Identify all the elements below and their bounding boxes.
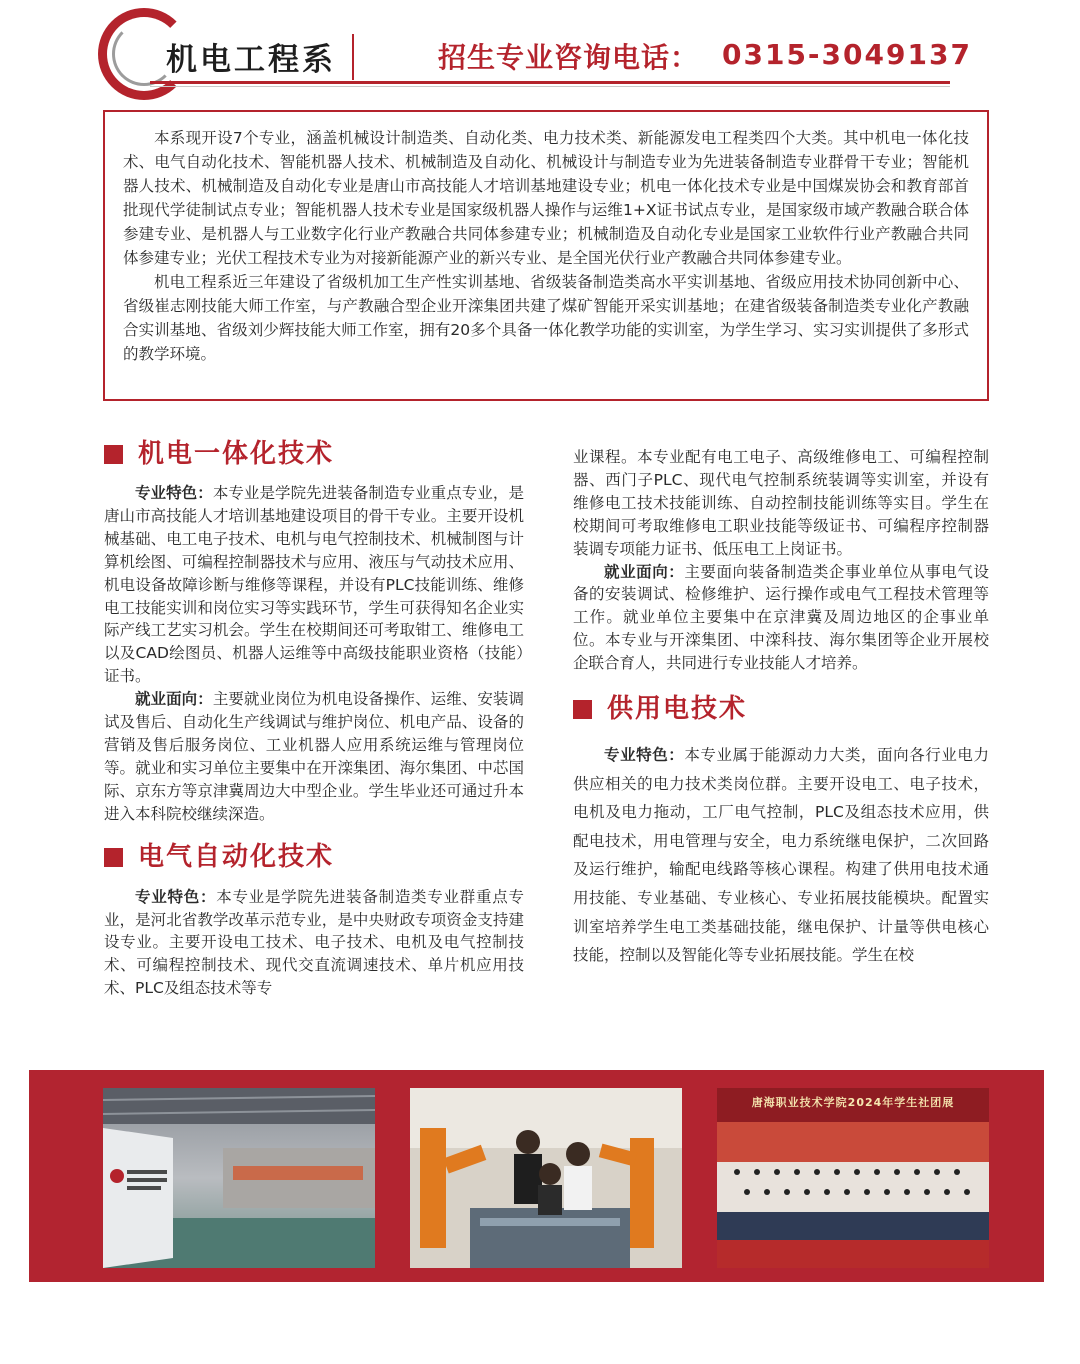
header-rule: [150, 81, 950, 84]
employment-text: 主要面向装备制造类企事业单位从事电气设备的安装调试、检修维护、运行操作或电气工程技术管理等工作。就业单位主要集中在京津冀及周边地区的企事业单位。本专业与开滦集团、中滦科技、海尔集团等企业开展校企联合育人，共同进行专业技能人才培养。: [573, 562, 989, 673]
right-column: [573, 446, 989, 970]
feature-label: 专业特色：: [135, 887, 217, 906]
section-title: 机电一体化技术: [138, 438, 335, 469]
feature-paragraph: [104, 482, 524, 688]
section-title: 电气自动化技术: [138, 842, 335, 873]
intro-paragraph: 本系现开设7个专业，涵盖机械设计制造类、自动化类、电力技术类、新能源发电工程类四个大类。其中机电一体化技术、电气自动化技术、智能机器人技术、机械制造及自动化、机械设计与制造专业为先进装备制造专业群骨干专业；智能机器人技术、机械制造及自动化专业是唐山市高技能人才培训基地建设专业；机电一体化技术专业是中国煤炭协会和教育部首批现代学徒制试点专业；智能机器人技术专业是国家级机器人操作与运维1+X证书试点专业，是国家级市域产教融合联合体参建专业、是机器人与工业数字化行业产教融合共同体参建专业；机械制造及自动化专业是国家工业软件行业产教融合共同体参建专业；光伏工程技术专业为对接新能源产业的新兴专业、是全国光伏行业产教融合共同体参建专业。: [123, 129, 969, 267]
phone-number: 0315-3049137: [722, 38, 972, 71]
intro-paragraph: 机电工程系近三年建设了省级机加工生产性实训基地、省级装备制造类高水平实训基地、省级应用技术协同创新中心、省级崔志刚技能大师工作室，与产教融合型企业开滦集团共建了煤矿智能开采实训基地；在建省级装备制造类专业化产教融合实训基地、省级刘少辉技能大师工作室，拥有20多个具备一体化教学功能的实训室，为学生学习、实习实训提供了多形式的教学环境。: [123, 273, 969, 363]
section-heading-power-supply: [573, 691, 989, 727]
section-square-icon: [573, 700, 592, 719]
feature-paragraph: [104, 886, 524, 1001]
section-square-icon: [104, 445, 123, 464]
employment-paragraph: [104, 688, 524, 825]
photo-band: [29, 1070, 1044, 1282]
page-header: [0, 0, 1080, 100]
header-rule-thin: [150, 86, 950, 87]
feature-text: 本专业是学院先进装备制造专业重点专业，是唐山市高技能人才培训基地建设项目的骨干专业。主要开设机械基础、电工电子技术、电机与电气控制技术、机械制图与计算机绘图、可编程控制器技术与应用、液压与气动技术应用、机电设备故障诊断与维修等课程，并设有PLC技能训练、维修电工技能实训和岗位实习等实践环节，学生可获得知名企业实际产线工艺实习机会。学生在校期间还可考取钳工、维修电工以及CAD绘图员、机器人运维等中高级技能职业资格（技能）证书。: [104, 484, 524, 686]
photo-robot-lab: [410, 1088, 682, 1268]
employment-paragraph: [573, 561, 989, 676]
employment-label: 就业面向：: [604, 562, 685, 581]
employment-text: 主要就业岗位为机电设备操作、运维、安装调试及售后、自动化生产线调试与维护岗位、机电产品、设备的营销及售后服务岗位、工业机器人应用系统运维与管理岗位等。就业和实习单位主要集中在开滦集团、海尔集团、中芯国际、京东方等京津冀周边大中型企业。学生毕业还可通过升本进入本科院校继续深造。: [104, 690, 524, 823]
section-heading-mechatronics: [104, 436, 524, 472]
employment-label: 就业面向：: [135, 690, 213, 709]
section-heading-electrical-automation: [104, 840, 524, 876]
feature-text: 本专业属于能源动力大类，面向各行业电力供应相关的电力技术类岗位群。主要开设电工、电子技术，电机及电力拖动，工厂电气控制，PLC及组态技术应用，供配电技术，用电管理与安全，电力系统继电保护，二次回路及运行维护，输配电线路等核心课程。构建了供用电技术通用技能、专业基础、专业核心、专业拓展技能模块。配置实训室培养学生电工类基础技能，继电保护、计量等供电核心技能，控制以及智能化等专业拓展技能。学生在校: [573, 746, 989, 965]
left-column: [104, 436, 524, 1000]
photo-group-ceremony: [717, 1088, 989, 1268]
section-title: 供用电技术: [607, 693, 748, 724]
section-square-icon: [104, 848, 123, 867]
intro-box: [103, 110, 989, 401]
feature-text-continued: 业课程。本专业配有电工电子、高级维修电工、可编程控制器、西门子PLC、现代电气控制系统装调等实训室，并设有维修电工技术技能训练、自动控制技能训练等实目。学生在校期间可考取维修电工职业技能等级证书、可编程序控制器装调专项能力证书、低压电工上岗证书。: [573, 448, 989, 558]
feature-label: 专业特色：: [604, 746, 685, 765]
feature-paragraph: [573, 741, 989, 970]
department-title: 机电工程系: [166, 42, 336, 78]
photo-training-hall: [103, 1088, 375, 1268]
photo-banner-caption: 唐海职业技术学院2024年学生社团展: [751, 1096, 955, 1109]
header-separator: [352, 34, 354, 80]
feature-text: 本专业是学院先进装备制造类专业群重点专业，是河北省教学改革示范专业，是中央财政专项资金支持建设专业。主要开设电工技术、电子技术、电机及电气控制技术、可编程控制技术、现代交直流调速技术、单片机应用技术、PLC及组态技术等专: [104, 887, 524, 998]
phone-label: 招生专业咨询电话：: [438, 41, 700, 74]
feature-label: 专业特色：: [135, 484, 213, 502]
